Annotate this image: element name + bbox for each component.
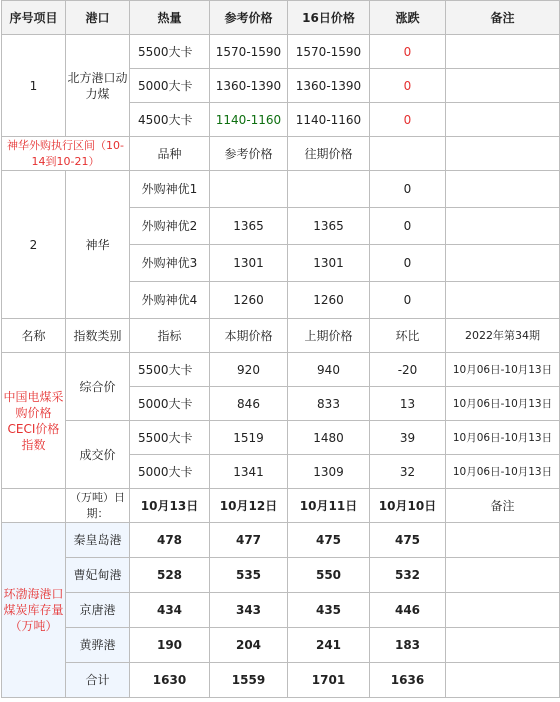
ref-price-cell: 1140-1160 xyxy=(210,103,288,137)
section-number: 1 xyxy=(2,35,66,137)
kind-cell: 外购神优4 xyxy=(130,282,210,319)
header-remark: 备注 xyxy=(446,1,560,35)
heat-cell: 5500大卡 xyxy=(130,35,210,69)
inventory-cell: 204 xyxy=(210,628,288,663)
inventory-cell: 190 xyxy=(130,628,210,663)
change-cell: 0 xyxy=(370,171,446,208)
total-row xyxy=(2,663,560,698)
price-16-cell: 1570-1590 xyxy=(288,35,370,69)
table-row xyxy=(2,35,560,69)
mom-cell: 39 xyxy=(370,421,446,455)
header-issue: 2022年第34期 xyxy=(446,319,560,353)
ref-price-cell: 1360-1390 xyxy=(210,69,288,103)
header-change: 涨跌 xyxy=(370,1,446,35)
inventory-cell: 478 xyxy=(130,523,210,558)
inventory-cell: 183 xyxy=(370,628,446,663)
header-ref-price: 参考价格 xyxy=(210,137,288,171)
inventory-cell: 477 xyxy=(210,523,288,558)
header-indicator: 指标 xyxy=(130,319,210,353)
remark-cell xyxy=(446,171,560,208)
prev-price-cell: 1365 xyxy=(288,208,370,245)
indicator-cell: 5000大卡 xyxy=(130,387,210,421)
kind-cell: 外购神优2 xyxy=(130,208,210,245)
current-price-cell: 1519 xyxy=(210,421,288,455)
change-cell: 0 xyxy=(370,245,446,282)
change-cell: 0 xyxy=(370,35,446,69)
table-row xyxy=(2,593,560,628)
table-row xyxy=(2,628,560,663)
remark-cell xyxy=(446,523,560,558)
header-date-11: 10月11日 xyxy=(288,489,370,523)
table-row xyxy=(2,353,560,387)
port-cell: 秦皇岛港 xyxy=(66,523,130,558)
total-cell: 1559 xyxy=(210,663,288,698)
prev-price-cell: 1301 xyxy=(288,245,370,282)
kind-cell: 外购神优3 xyxy=(130,245,210,282)
ref-price-cell xyxy=(210,171,288,208)
ref-price-cell: 1365 xyxy=(210,208,288,245)
remark-cell xyxy=(446,69,560,103)
inventory-cell: 446 xyxy=(370,593,446,628)
period-cell: 10月06日-10月13日 xyxy=(446,421,560,455)
total-cell: 1701 xyxy=(288,663,370,698)
header-seq: 序号项目 xyxy=(2,1,66,35)
coal-price-table xyxy=(1,0,560,698)
total-cell: 1636 xyxy=(370,663,446,698)
indicator-cell: 5000大卡 xyxy=(130,455,210,489)
heat-cell: 4500大卡 xyxy=(130,103,210,137)
current-price-cell: 920 xyxy=(210,353,288,387)
change-cell: 0 xyxy=(370,103,446,137)
remark-cell xyxy=(446,35,560,69)
port-cell: 京唐港 xyxy=(66,593,130,628)
header-ref-price: 参考价格 xyxy=(210,1,288,35)
previous-price-cell: 940 xyxy=(288,353,370,387)
header-row-inventory xyxy=(2,489,560,523)
remark-cell xyxy=(446,628,560,663)
header-empty xyxy=(446,137,560,171)
port-name: 神华 xyxy=(66,171,130,319)
heat-cell: 5000大卡 xyxy=(130,69,210,103)
inventory-cell: 434 xyxy=(130,593,210,628)
inventory-name: 环渤海港口煤炭库存量（万吨） xyxy=(2,523,66,698)
header-empty xyxy=(370,137,446,171)
header-name: 名称 xyxy=(2,319,66,353)
header-remark: 备注 xyxy=(446,489,560,523)
current-price-cell: 846 xyxy=(210,387,288,421)
mom-cell: 32 xyxy=(370,455,446,489)
remark-cell xyxy=(446,282,560,319)
port-name: 北方港口动力煤 xyxy=(66,35,130,137)
period-cell: 10月06日-10月13日 xyxy=(446,353,560,387)
inventory-cell: 475 xyxy=(370,523,446,558)
header-mom: 环比 xyxy=(370,319,446,353)
header-date-10: 10月10日 xyxy=(370,489,446,523)
header-row-shenhua xyxy=(2,137,560,171)
remark-cell xyxy=(446,593,560,628)
period-cell: 10月06日-10月13日 xyxy=(446,387,560,421)
header-date-13: 10月13日 xyxy=(130,489,210,523)
change-cell: 0 xyxy=(370,208,446,245)
mom-cell: -20 xyxy=(370,353,446,387)
inventory-cell: 475 xyxy=(288,523,370,558)
previous-price-cell: 833 xyxy=(288,387,370,421)
total-label: 合计 xyxy=(66,663,130,698)
ref-price-cell: 1570-1590 xyxy=(210,35,288,69)
remark-cell xyxy=(446,558,560,593)
header-previous-price: 上期价格 xyxy=(288,319,370,353)
inventory-cell: 532 xyxy=(370,558,446,593)
section-number: 2 xyxy=(2,171,66,319)
ref-price-cell: 1260 xyxy=(210,282,288,319)
indicator-cell: 5500大卡 xyxy=(130,353,210,387)
table-row xyxy=(2,558,560,593)
inventory-cell: 550 xyxy=(288,558,370,593)
previous-price-cell: 1309 xyxy=(288,455,370,489)
table-row xyxy=(2,171,560,208)
inventory-cell: 535 xyxy=(210,558,288,593)
inventory-cell: 241 xyxy=(288,628,370,663)
header-index-category: 指数类别 xyxy=(66,319,130,353)
header-prev-price: 往期价格 xyxy=(288,137,370,171)
previous-price-cell: 1480 xyxy=(288,421,370,455)
header-16-price: 16日价格 xyxy=(288,1,370,35)
table-row xyxy=(2,523,560,558)
change-cell: 0 xyxy=(370,282,446,319)
remark-cell xyxy=(446,663,560,698)
price-16-cell: 1360-1390 xyxy=(288,69,370,103)
mom-cell: 13 xyxy=(370,387,446,421)
inventory-cell: 528 xyxy=(130,558,210,593)
header-row-ceci xyxy=(2,319,560,353)
inventory-cell: 343 xyxy=(210,593,288,628)
current-price-cell: 1341 xyxy=(210,455,288,489)
header-row-port-prices xyxy=(2,1,560,35)
shenhua-range-label: 神华外购执行区间（10-14到10-21） xyxy=(2,137,130,171)
index-category: 综合价 xyxy=(66,353,130,421)
index-category: 成交价 xyxy=(66,421,130,489)
remark-cell xyxy=(446,103,560,137)
header-date-12: 10月12日 xyxy=(210,489,288,523)
indicator-cell: 5500大卡 xyxy=(130,421,210,455)
header-empty xyxy=(2,489,66,523)
ceci-name: 中国电煤采购价格CECI价格指数 xyxy=(2,353,66,489)
change-cell: 0 xyxy=(370,69,446,103)
inventory-cell: 435 xyxy=(288,593,370,628)
header-unit-date: （万吨）日期： xyxy=(66,489,130,523)
table-row xyxy=(2,421,560,455)
remark-cell xyxy=(446,208,560,245)
kind-cell: 外购神优1 xyxy=(130,171,210,208)
total-cell: 1630 xyxy=(130,663,210,698)
port-cell: 曹妃甸港 xyxy=(66,558,130,593)
price-16-cell: 1140-1160 xyxy=(288,103,370,137)
ref-price-cell: 1301 xyxy=(210,245,288,282)
header-kind: 品种 xyxy=(130,137,210,171)
port-cell: 黄骅港 xyxy=(66,628,130,663)
remark-cell xyxy=(446,245,560,282)
header-heat: 热量 xyxy=(130,1,210,35)
prev-price-cell: 1260 xyxy=(288,282,370,319)
period-cell: 10月06日-10月13日 xyxy=(446,455,560,489)
header-port: 港口 xyxy=(66,1,130,35)
header-current-price: 本期价格 xyxy=(210,319,288,353)
prev-price-cell xyxy=(288,171,370,208)
